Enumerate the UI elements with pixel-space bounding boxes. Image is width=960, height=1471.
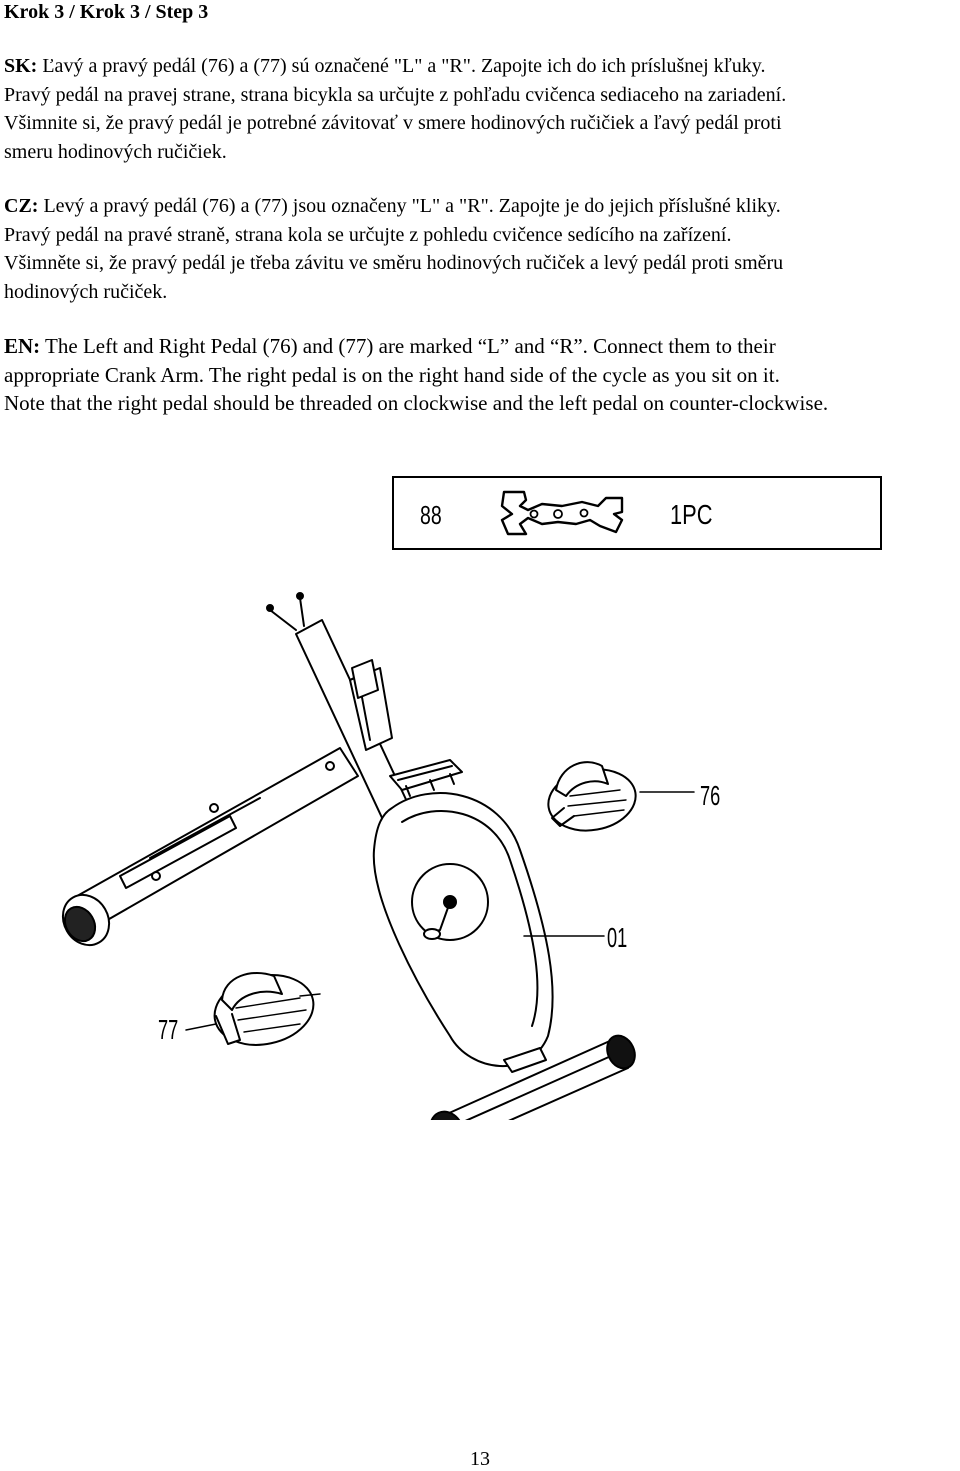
sk-line-2: Pravý pedál na pravej strane, strana bicykla sa určujte z pohľadu cvičenca sediaceho na zariadení. xyxy=(4,83,787,106)
parts-box xyxy=(392,476,882,550)
part-quantity: 1PC xyxy=(670,499,713,530)
callout-77: 77 xyxy=(158,1014,179,1045)
exercise-bike-illustration xyxy=(0,560,960,1120)
callout-76: 76 xyxy=(700,780,721,811)
sk-line-3: Všimnite si, že pravý pedál je potrebné závitovať v smere hodinových ručičiek a ľavý pedál proti xyxy=(4,112,782,134)
wrench-icon xyxy=(498,484,628,542)
rear-seat-tube xyxy=(54,748,358,954)
cz-line-3: Všimněte si, že pravý pedál je třeba závitu ve směru hodinových ručiček a levý pedál proti směru xyxy=(4,252,784,274)
instructions-en xyxy=(4,332,960,418)
cz-line-2: Pravý pedál na pravé straně, strana kola se určujte z pohledu cvičence sedícího na zařízení. xyxy=(4,223,732,246)
instructions-cz xyxy=(4,192,960,306)
page-number: 13 xyxy=(470,1448,490,1470)
sk-line-4: smeru hodinových ručičiek. xyxy=(4,140,227,163)
instructions-sk xyxy=(4,52,960,166)
en-line-1 xyxy=(4,332,960,361)
en-line-1-text: The Left and Right Pedal (76) and (77) are marked “L” and “R”. Connect them to their xyxy=(45,334,776,358)
callout-leader-77 xyxy=(186,1024,216,1030)
callout-01: 01 xyxy=(607,922,628,953)
sk-line-1-text: Ľavý a pravý pedál (76) a (77) sú označené "L" a "R". Zapojte ich do ich príslušnej kľuky. xyxy=(42,55,766,77)
right-pedal xyxy=(543,762,694,837)
part-number: 88 xyxy=(420,500,442,530)
cz-line-4: hodinových ručiček. xyxy=(4,280,168,303)
flywheel-housing xyxy=(374,793,553,1072)
step-heading: Krok 3 / Krok 3 / Step 3 xyxy=(4,1,209,23)
cz-line-1 xyxy=(4,192,960,221)
en-tag: EN: xyxy=(4,334,41,358)
cz-line-1-text: Levý a pravý pedál (76) a (77) jsou označeny "L" a "R". Zapojte je do jejich příslušné kliky. xyxy=(43,195,781,217)
sk-tag: SK: xyxy=(4,55,38,77)
sk-line-1 xyxy=(4,52,960,81)
en-line-2: appropriate Crank Arm. The right pedal is on the right hand side of the cycle as you sit on it. xyxy=(4,362,780,387)
cz-tag: CZ: xyxy=(4,195,39,217)
en-line-3: Note that the right pedal should be threaded on clockwise and the left pedal on counter-clockwise. xyxy=(4,391,829,415)
left-pedal xyxy=(208,966,320,1053)
